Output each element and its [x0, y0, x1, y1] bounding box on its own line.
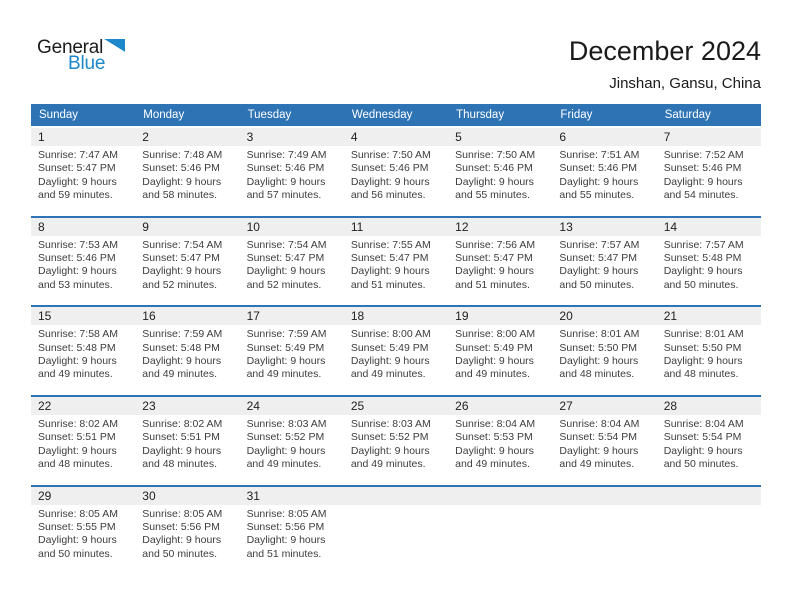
sunrise-text: Sunrise: 7:58 AM	[38, 328, 118, 341]
sunset-text: Sunset: 5:48 PM	[38, 341, 116, 354]
day-cell-details	[135, 239, 239, 293]
day-cell-details	[135, 418, 239, 472]
daylight-text-line2: and 50 minutes.	[142, 547, 217, 560]
week-row	[31, 216, 761, 306]
sunset-text: Sunset: 5:46 PM	[350, 162, 429, 175]
sunset-text: Sunset: 5:47 PM	[142, 252, 220, 265]
title-block	[569, 36, 761, 92]
day-number: 15	[38, 309, 52, 324]
page-title: December 2024	[568, 36, 761, 66]
sunset-text: Sunset: 5:52 PM	[350, 431, 429, 444]
sunset-text: Sunset: 5:56 PM	[142, 520, 220, 533]
sunrise-text: Sunrise: 7:59 AM	[142, 328, 223, 341]
week-row	[31, 128, 761, 216]
sunset-text: Sunset: 5:51 PM	[142, 431, 220, 444]
day-number: 8	[38, 219, 45, 234]
weekday-thursday: Thursday	[456, 109, 505, 121]
page-subtitle: Jinshan, Gansu, China	[609, 75, 761, 92]
daylight-text-line1: Daylight: 9 hours	[246, 534, 326, 547]
day-number: 26	[455, 398, 469, 413]
day-number: 27	[559, 398, 573, 413]
sunrise-text: Sunrise: 8:05 AM	[38, 507, 118, 520]
sunrise-text: Sunrise: 7:56 AM	[455, 238, 536, 251]
daylight-text-line1: Daylight: 9 hours	[350, 265, 430, 278]
weekday-header-row	[31, 104, 761, 126]
day-cell-details	[31, 328, 135, 382]
daylight-text-line2: and 54 minutes.	[663, 189, 739, 202]
daylight-text-line2: and 55 minutes.	[455, 189, 530, 202]
daylight-text-line1: Daylight: 9 hours	[246, 444, 326, 457]
day-number: 30	[142, 488, 156, 503]
sunset-text: Sunset: 5:47 PM	[246, 252, 325, 265]
daylight-text-line2: and 59 minutes.	[38, 189, 113, 202]
daylight-text-line2: and 50 minutes.	[559, 278, 635, 291]
day-cell-details	[344, 328, 448, 382]
day-number: 14	[663, 219, 678, 234]
day-number: 20	[559, 309, 573, 324]
daylight-text-line1: Daylight: 9 hours	[663, 444, 743, 457]
daylight-text-line2: and 49 minutes.	[350, 368, 426, 381]
day-cell-details	[657, 418, 761, 472]
sunset-text: Sunset: 5:46 PM	[559, 162, 638, 175]
sunrise-text: Sunrise: 7:57 AM	[663, 238, 744, 251]
daylight-text-line2: and 49 minutes.	[142, 368, 217, 381]
week-row	[31, 395, 761, 485]
logo-text-blue: Blue	[68, 53, 106, 74]
sunset-text: Sunset: 5:48 PM	[142, 341, 220, 354]
daylight-text-line1: Daylight: 9 hours	[142, 175, 222, 188]
day-details-row	[31, 505, 761, 575]
general-blue-logo	[37, 38, 125, 73]
sunset-text: Sunset: 5:47 PM	[350, 252, 429, 265]
weekday-saturday: Saturday	[664, 109, 711, 121]
daylight-text-line1: Daylight: 9 hours	[663, 175, 743, 188]
calendar-grid	[31, 104, 761, 574]
day-cell-details	[448, 418, 552, 472]
sunrise-text: Sunrise: 8:04 AM	[559, 417, 640, 430]
daylight-text-line2: and 48 minutes.	[559, 368, 635, 381]
daylight-text-line2: and 50 minutes.	[38, 547, 113, 560]
daylight-text-line1: Daylight: 9 hours	[38, 265, 117, 278]
daylight-text-line2: and 51 minutes.	[350, 278, 426, 291]
sunset-text: Sunset: 5:46 PM	[38, 252, 116, 265]
sunrise-text: Sunrise: 7:48 AM	[142, 149, 223, 161]
day-number: 28	[663, 398, 678, 413]
sunset-text: Sunset: 5:46 PM	[246, 162, 325, 175]
sunset-text: Sunset: 5:52 PM	[246, 431, 325, 444]
sunrise-text: Sunrise: 7:49 AM	[246, 149, 327, 161]
daylight-text-line1: Daylight: 9 hours	[455, 444, 534, 457]
daylight-text-line2: and 49 minutes.	[455, 458, 530, 471]
day-number-strip	[31, 128, 761, 146]
weekday-wednesday: Wednesday	[351, 109, 413, 121]
sunset-text: Sunset: 5:54 PM	[663, 431, 742, 444]
day-cell-details	[31, 508, 135, 562]
daylight-text-line1: Daylight: 9 hours	[38, 534, 117, 547]
daylight-text-line2: and 50 minutes.	[663, 458, 739, 471]
daylight-text-line2: and 55 minutes.	[559, 189, 635, 202]
sunrise-text: Sunrise: 8:01 AM	[663, 328, 744, 341]
day-number: 22	[38, 398, 52, 413]
sunrise-text: Sunrise: 7:51 AM	[559, 149, 640, 161]
daylight-text-line1: Daylight: 9 hours	[455, 355, 534, 368]
daylight-text-line1: Daylight: 9 hours	[38, 444, 117, 457]
weekday-friday: Friday	[560, 109, 593, 121]
daylight-text-line1: Daylight: 9 hours	[663, 355, 743, 368]
day-cell-details	[240, 328, 344, 382]
weekday-tuesday: Tuesday	[247, 109, 292, 121]
day-cell-details	[448, 149, 552, 203]
day-number-strip	[31, 397, 761, 415]
daylight-text-line1: Daylight: 9 hours	[559, 355, 639, 368]
day-number: 7	[663, 130, 671, 144]
sunrise-text: Sunrise: 8:01 AM	[559, 328, 640, 341]
day-number: 25	[350, 398, 365, 413]
daylight-text-line1: Daylight: 9 hours	[142, 265, 222, 278]
daylight-text-line1: Daylight: 9 hours	[142, 355, 222, 368]
daylight-text-line2: and 51 minutes.	[246, 547, 322, 560]
daylight-text-line1: Daylight: 9 hours	[350, 444, 430, 457]
daylight-text-line1: Daylight: 9 hours	[559, 265, 639, 278]
sunset-text: Sunset: 5:49 PM	[246, 341, 325, 354]
sunrise-text: Sunrise: 7:57 AM	[559, 238, 640, 251]
day-cell-details	[552, 239, 656, 293]
weekday-sunday: Sunday	[39, 109, 79, 121]
day-cell-details	[657, 508, 761, 562]
day-number: 6	[559, 130, 567, 144]
daylight-text-line2: and 49 minutes.	[246, 458, 322, 471]
daylight-text-line2: and 49 minutes.	[559, 458, 635, 471]
day-number: 9	[142, 219, 149, 234]
day-cell-details	[135, 508, 239, 562]
daylight-text-line1: Daylight: 9 hours	[246, 175, 326, 188]
sunrise-text: Sunrise: 7:50 AM	[350, 149, 431, 161]
sunrise-text: Sunrise: 7:54 AM	[246, 238, 327, 251]
day-cell-details	[240, 508, 344, 562]
sunset-text: Sunset: 5:50 PM	[663, 341, 742, 354]
daylight-text-line2: and 49 minutes.	[38, 368, 113, 381]
daylight-text-line2: and 56 minutes.	[350, 189, 426, 202]
day-number: 24	[246, 398, 260, 413]
sunrise-text: Sunrise: 8:02 AM	[38, 417, 118, 430]
day-cell-details	[657, 239, 761, 293]
day-cell-details	[344, 508, 448, 562]
day-number: 13	[559, 219, 573, 234]
day-number-strip	[31, 218, 761, 236]
day-number-strip	[31, 307, 761, 325]
day-cell-details	[448, 508, 552, 562]
sunrise-text: Sunrise: 7:54 AM	[142, 238, 223, 251]
sunrise-text: Sunrise: 7:55 AM	[350, 238, 431, 251]
daylight-text-line1: Daylight: 9 hours	[38, 175, 117, 188]
sunrise-text: Sunrise: 8:00 AM	[350, 328, 431, 341]
day-cell-details	[344, 239, 448, 293]
day-number: 4	[350, 130, 358, 144]
day-cell-details	[135, 149, 239, 203]
day-number: 18	[350, 309, 365, 324]
day-cell-details	[31, 418, 135, 472]
day-cell-details	[344, 149, 448, 203]
logo-triangle-icon	[104, 39, 125, 52]
sunrise-text: Sunrise: 8:04 AM	[663, 417, 744, 430]
day-cell-details	[657, 149, 761, 203]
sunset-text: Sunset: 5:47 PM	[38, 162, 116, 175]
daylight-text-line1: Daylight: 9 hours	[142, 444, 222, 457]
day-cell-details	[552, 328, 656, 382]
sunrise-text: Sunrise: 7:50 AM	[455, 149, 536, 161]
sunset-text: Sunset: 5:54 PM	[559, 431, 638, 444]
sunrise-text: Sunrise: 8:05 AM	[246, 507, 327, 520]
sunrise-text: Sunrise: 7:52 AM	[663, 149, 744, 161]
day-details-row	[31, 325, 761, 395]
daylight-text-line2: and 52 minutes.	[142, 278, 217, 291]
daylight-text-line2: and 48 minutes.	[663, 368, 739, 381]
daylight-text-line2: and 49 minutes.	[350, 458, 426, 471]
day-number-strip	[31, 487, 761, 505]
day-cell-details	[552, 418, 656, 472]
day-cell-details	[240, 418, 344, 472]
day-number: 11	[350, 219, 364, 234]
daylight-text-line2: and 58 minutes.	[142, 189, 217, 202]
day-cell-details	[657, 328, 761, 382]
day-cell-details	[240, 239, 344, 293]
daylight-text-line1: Daylight: 9 hours	[455, 265, 534, 278]
day-cell-details	[344, 418, 448, 472]
sunset-text: Sunset: 5:48 PM	[663, 252, 742, 265]
day-number: 16	[142, 309, 156, 324]
day-details-row	[31, 415, 761, 485]
day-cell-details	[240, 149, 344, 203]
daylight-text-line2: and 51 minutes.	[455, 278, 530, 291]
daylight-text-line1: Daylight: 9 hours	[350, 355, 430, 368]
sunrise-text: Sunrise: 7:53 AM	[38, 238, 118, 251]
week-row	[31, 305, 761, 395]
sunrise-text: Sunrise: 8:05 AM	[142, 507, 223, 520]
sunset-text: Sunset: 5:46 PM	[455, 162, 533, 175]
daylight-text-line1: Daylight: 9 hours	[559, 175, 639, 188]
sunrise-text: Sunrise: 8:04 AM	[455, 417, 536, 430]
sunset-text: Sunset: 5:55 PM	[38, 520, 116, 533]
day-cell-details	[552, 508, 656, 562]
sunset-text: Sunset: 5:50 PM	[559, 341, 638, 354]
day-number: 19	[455, 309, 469, 324]
daylight-text-line2: and 53 minutes.	[38, 278, 113, 291]
weeks-container	[31, 128, 761, 574]
sunrise-text: Sunrise: 8:03 AM	[246, 417, 327, 430]
day-cell-details	[135, 328, 239, 382]
sunset-text: Sunset: 5:46 PM	[663, 162, 742, 175]
day-number: 29	[38, 488, 52, 503]
sunrise-text: Sunrise: 7:59 AM	[246, 328, 327, 341]
day-number: 23	[142, 398, 156, 413]
sunset-text: Sunset: 5:49 PM	[350, 341, 429, 354]
day-cell-details	[31, 239, 135, 293]
logo-text-general: General	[37, 37, 104, 58]
daylight-text-line1: Daylight: 9 hours	[350, 175, 430, 188]
sunset-text: Sunset: 5:56 PM	[246, 520, 325, 533]
daylight-text-line2: and 50 minutes.	[663, 278, 739, 291]
day-number: 21	[663, 309, 678, 324]
sunset-text: Sunset: 5:53 PM	[455, 431, 533, 444]
sunset-text: Sunset: 5:51 PM	[38, 431, 116, 444]
daylight-text-line2: and 57 minutes.	[246, 189, 322, 202]
day-number: 17	[246, 309, 260, 324]
day-number: 5	[455, 130, 462, 144]
day-number: 31	[246, 488, 260, 503]
daylight-text-line1: Daylight: 9 hours	[455, 175, 534, 188]
daylight-text-line2: and 49 minutes.	[455, 368, 530, 381]
daylight-text-line1: Daylight: 9 hours	[246, 265, 326, 278]
daylight-text-line1: Daylight: 9 hours	[663, 265, 743, 278]
day-number: 1	[38, 130, 45, 144]
daylight-text-line2: and 49 minutes.	[246, 368, 322, 381]
sunrise-text: Sunrise: 8:03 AM	[350, 417, 431, 430]
day-number: 12	[455, 219, 469, 234]
day-cell-details	[31, 149, 135, 203]
sunrise-text: Sunrise: 8:02 AM	[142, 417, 223, 430]
sunset-text: Sunset: 5:46 PM	[142, 162, 220, 175]
sunset-text: Sunset: 5:47 PM	[559, 252, 638, 265]
daylight-text-line1: Daylight: 9 hours	[38, 355, 117, 368]
day-number: 2	[142, 130, 149, 144]
sunset-text: Sunset: 5:49 PM	[455, 341, 533, 354]
day-details-row	[31, 236, 761, 306]
day-number: 10	[246, 219, 260, 234]
daylight-text-line1: Daylight: 9 hours	[246, 355, 326, 368]
day-cell-details	[448, 239, 552, 293]
daylight-text-line2: and 48 minutes.	[142, 458, 217, 471]
day-details-row	[31, 146, 761, 216]
weekday-monday: Monday	[143, 109, 185, 121]
day-cell-details	[552, 149, 656, 203]
daylight-text-line2: and 52 minutes.	[246, 278, 322, 291]
daylight-text-line1: Daylight: 9 hours	[559, 444, 639, 457]
daylight-text-line2: and 48 minutes.	[38, 458, 113, 471]
day-number: 3	[246, 130, 254, 144]
sunrise-text: Sunrise: 8:00 AM	[455, 328, 536, 341]
day-cell-details	[448, 328, 552, 382]
sunrise-text: Sunrise: 7:47 AM	[38, 149, 118, 161]
daylight-text-line1: Daylight: 9 hours	[142, 534, 222, 547]
week-row	[31, 485, 761, 575]
sunset-text: Sunset: 5:47 PM	[455, 252, 533, 265]
